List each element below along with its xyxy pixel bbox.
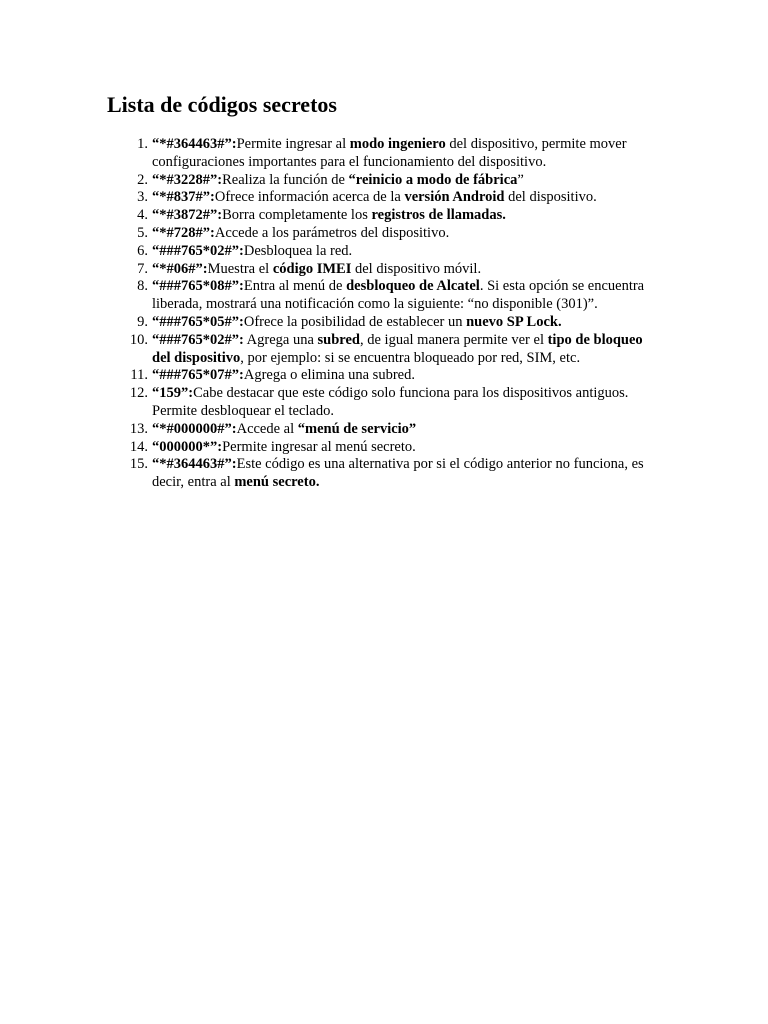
- list-item: [137, 313, 657, 332]
- body-text: Muestra el: [207, 260, 273, 277]
- list-item-number: 3.: [137, 189, 148, 206]
- emphasized-text: “*#000000#”:: [152, 420, 237, 437]
- list-item-number: 2.: [137, 171, 148, 188]
- emphasized-text: “*#3872#”:: [152, 207, 223, 224]
- list-item: [137, 207, 657, 225]
- body-text: Desbloquea la red.: [243, 242, 353, 259]
- list-item-number: 12.: [129, 385, 148, 402]
- emphasized-text: versión Android: [404, 189, 505, 206]
- emphasized-text: desbloqueo de Alcatel: [346, 278, 480, 295]
- body-text: Agrega una: [243, 331, 318, 348]
- list-item-number: 11.: [130, 367, 148, 384]
- list-item-number: 15.: [129, 456, 148, 473]
- emphasized-text: modo ingeniero: [349, 136, 446, 152]
- body-text: Borra completamente los: [222, 207, 372, 224]
- list-item: [130, 367, 657, 385]
- body-text: Permite ingresar al menú secreto.: [222, 438, 416, 455]
- list-item-number: 7.: [137, 260, 148, 277]
- list-item: [137, 278, 657, 314]
- body-text: Este código es una alternativa por si el código anterior no funciona, es decir, entra al: [152, 456, 644, 491]
- emphasized-text: “###765*02#”:: [152, 242, 244, 259]
- emphasized-text: “159”:: [152, 385, 194, 402]
- list-item: [129, 420, 657, 439]
- list-item-number: 9.: [137, 313, 148, 330]
- secret-codes-list: [129, 136, 657, 492]
- body-text: Accede al: [236, 420, 298, 437]
- list-item-number: 14.: [129, 438, 148, 455]
- emphasized-text: “*#728#”:: [152, 224, 215, 241]
- body-text: Realiza la función de: [222, 171, 349, 188]
- body-text: Permite ingresar al: [236, 136, 350, 152]
- body-text: Accede a los parámetros del dispositivo.: [214, 224, 450, 241]
- list-item: [137, 189, 657, 207]
- body-text: del dispositivo móvil.: [351, 260, 482, 277]
- list-item-number: 13.: [129, 420, 148, 437]
- emphasized-text: “###765*05#”:: [152, 313, 244, 330]
- emphasized-text: “000000*”:: [152, 438, 223, 455]
- list-item: [137, 171, 657, 190]
- emphasized-text: “*#364463#”:: [152, 136, 237, 152]
- emphasized-text: nuevo SP Lock.: [466, 313, 562, 330]
- list-item: [129, 438, 657, 457]
- emphasized-text: “*#364463#”:: [152, 456, 237, 473]
- list-item: [137, 242, 657, 261]
- list-item-number: 1.: [137, 136, 148, 152]
- emphasized-text: “*#3228#”:: [152, 171, 223, 188]
- emphasized-text: “###765*08#”:: [152, 278, 244, 295]
- body-text: , de igual manera permite ver el: [359, 331, 548, 348]
- body-text: del dispositivo.: [504, 189, 597, 206]
- emphasized-text: tipo de bloqueo del dispositivo: [152, 331, 643, 366]
- list-item-number: 10.: [129, 331, 148, 348]
- list-item: [137, 136, 657, 172]
- body-text: Entra al menú de: [243, 278, 347, 295]
- emphasized-text: “*#837#”:: [152, 189, 215, 206]
- body-text: ”: [517, 171, 524, 188]
- body-text: del dispositivo, permite mover configuraciones importantes para el funcionamiento del dispositivo.: [152, 136, 627, 170]
- list-item: [129, 331, 657, 368]
- body-text: Cabe destacar que este código solo funciona para los dispositivos antiguos. Permite desbloquear el teclado.: [152, 385, 629, 419]
- body-text: Agrega o elimina una subred.: [243, 367, 415, 384]
- emphasized-text: “*#06#”:: [152, 260, 208, 277]
- emphasized-text: “###765*07#”:: [152, 367, 244, 384]
- list-item-number: 4.: [137, 207, 148, 224]
- body-text: . Si esta opción se encuentra liberada, mostrará una notificación como la siguiente: “no disponible (301)”.: [152, 278, 645, 313]
- body-text: , por ejemplo: si se encuentra bloqueado por red, SIM, etc.: [240, 349, 581, 366]
- page-title: Lista de códigos secretos: [107, 92, 337, 117]
- list-item: [137, 260, 657, 279]
- body-text: Ofrece información acerca de la: [214, 189, 405, 206]
- list-item-number: 5.: [137, 224, 148, 241]
- emphasized-text: registros de llamadas.: [371, 207, 506, 224]
- emphasized-text: menú secreto.: [234, 474, 320, 491]
- list-item: [129, 385, 657, 421]
- emphasized-text: subred: [317, 331, 360, 348]
- list-item: [137, 224, 657, 243]
- body-text: Ofrece la posibilidad de establecer un: [243, 313, 467, 330]
- emphasized-text: “menú de servicio”: [297, 420, 417, 437]
- emphasized-text: código IMEI: [272, 260, 352, 277]
- list-item: [129, 456, 657, 492]
- emphasized-text: “reinicio a modo de fábrica: [348, 171, 518, 188]
- list-item-number: 6.: [137, 242, 148, 259]
- list-item-number: 8.: [137, 278, 148, 295]
- emphasized-text: “###765*02#”:: [152, 331, 244, 348]
